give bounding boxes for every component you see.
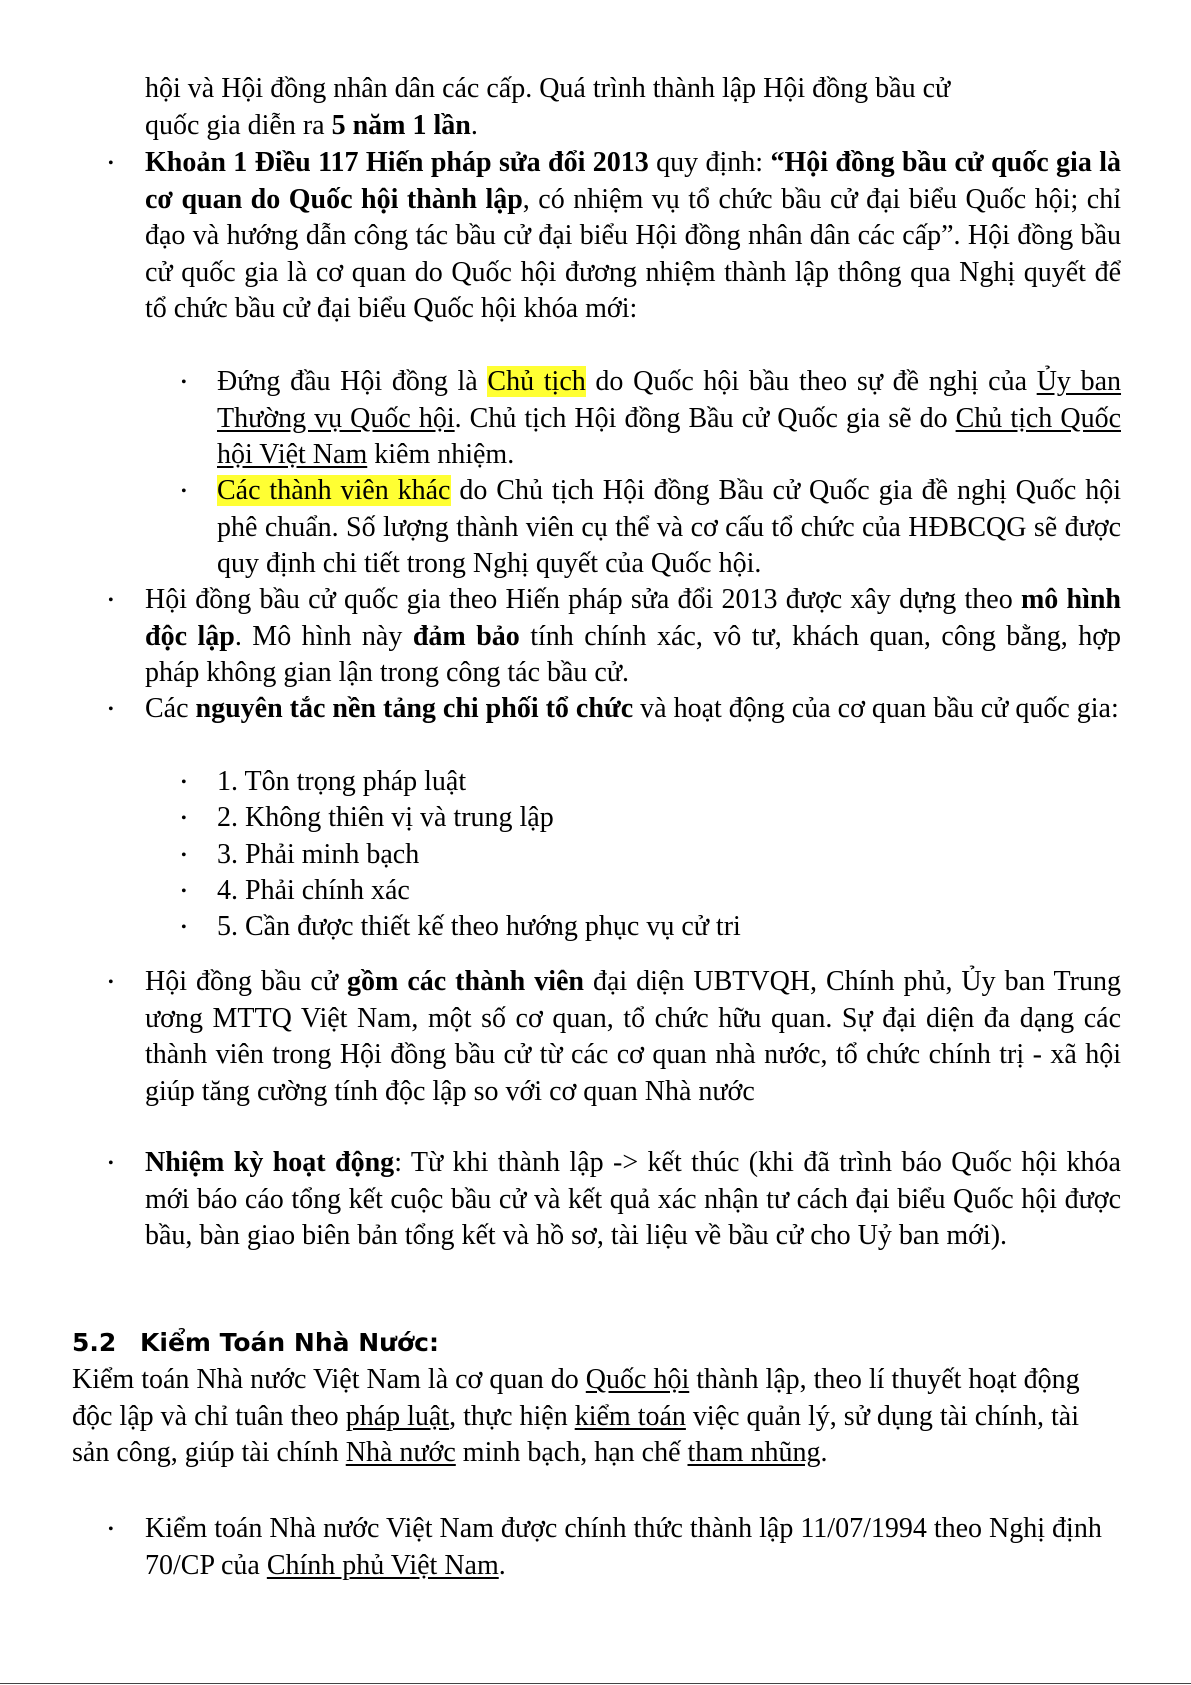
sub-bullet-marker: •: [181, 774, 187, 791]
link-state[interactable]: Nhà nước: [345, 1437, 456, 1468]
principle-item: 2. Không thiên vị và trung lập: [217, 802, 554, 833]
link-national-assembly-chairman[interactable]: Chủ tịch Quốc hội Việt Nam: [217, 402, 1121, 470]
sub-bullet-marker: •: [181, 483, 187, 500]
principle-item: 1. Tôn trọng pháp luật: [217, 766, 467, 797]
sub-bullet-marker: •: [181, 919, 187, 936]
highlight-chairman: Chủ tịch: [487, 366, 586, 397]
bullet-item-principles: Các nguyên tắc nền tảng chi phối tổ chức và hoạt động của cơ quan bầu cử quốc gia:: [145, 693, 1119, 724]
section-title: Kiểm Toán Nhà Nước:: [140, 1328, 439, 1357]
link-government[interactable]: Chính phủ Việt Nam: [266, 1549, 499, 1581]
bullet-item-members: Hội đồng bầu cử gồm các thành viên đại diện UBTVQH, Chính phủ, Ủy ban Trung ương MTTQ Việt Nam, một số cơ quan, tổ chức hữu quan. Sự đại diện đa dạng các thành viên trong Hội đồng bầu cử từ các cơ quan nhà nước, tổ chức chính trị - xã hội giúp tăng cường tính độc lập so với cơ quan Nhà nước: [145, 966, 1122, 1107]
link-law[interactable]: pháp luật: [345, 1400, 450, 1432]
section-number: 5.2: [72, 1328, 117, 1357]
state-audit-paragraph: Kiểm toán Nhà nước Việt Nam là cơ quan do Quốc hội thành lập, theo lí thuyết hoạt động độc lập và chỉ tuân theo pháp luật, thực hiện kiểm toán việc quản lý, sử dụng tài chính, tài sản công, giúp tài chính Nhà nước minh bạch, hạn chế tham nhũng.: [72, 1364, 1080, 1468]
highlight-other-members: Các thành viên khác: [217, 475, 451, 506]
bullet-marker: •: [108, 701, 114, 718]
link-corruption[interactable]: tham nhũng: [687, 1437, 821, 1468]
principle-item: 4. Phải chính xác: [217, 875, 410, 906]
sub-bullet-marker: •: [181, 883, 187, 900]
bullet-item-independent-model: Hội đồng bầu cử quốc gia theo Hiến pháp sửa đổi 2013 được xây dựng theo mô hình độc lập. Mô hình này đảm bảo tính chính xác, vô tư, khách quan, công bằng, hợp pháp không gian lận trong công tác bầu cử.: [145, 584, 1122, 688]
bullet-marker: •: [108, 974, 114, 991]
link-national-assembly[interactable]: Quốc hội: [585, 1364, 690, 1395]
sub-bullet-marker: •: [181, 810, 187, 827]
section-heading: [72, 1326, 439, 1360]
link-standing-committee[interactable]: Ủy ban Thường vụ Quốc hội: [217, 366, 1122, 434]
bullet-marker: •: [108, 592, 114, 609]
sub-bullet-other-members: Các thành viên khác do Chủ tịch Hội đồng Bầu cử Quốc gia đề nghị Quốc hội phê chuẩn. Số lượng thành viên cụ thể và cơ cấu tổ chức của HĐBCQG sẽ được quy định chi tiết trong Nghị quyết của Quốc hội.: [217, 475, 1122, 579]
principle-item: 3. Phải minh bạch: [217, 839, 420, 870]
bullet-marker: •: [108, 155, 114, 172]
bullet-item-audit-founding: Kiểm toán Nhà nước Việt Nam được chính thức thành lập 11/07/1994 theo Nghị định 70/CP của Chính phủ Việt Nam.: [145, 1513, 1102, 1581]
continuation-paragraph: hội và Hội đồng nhân dân các cấp. Quá trình thành lập Hội đồng bầu cử quốc gia diễn ra 5 năm 1 lần.: [145, 73, 951, 141]
sub-bullet-marker: •: [181, 847, 187, 864]
sub-bullet-marker: •: [181, 374, 187, 391]
bullet-marker: •: [108, 1155, 114, 1172]
bullet-item-term: Nhiệm kỳ hoạt động: Từ khi thành lập -> kết thúc (khi đã trình báo Quốc hội khóa mới báo cáo tổng kết cuộc bầu cử và kết quả xác nhận tư cách đại biểu Quốc hội được bầu, bàn giao biên bản tổng kết và hồ sơ, tài liệu về bầu cử cho Uỷ ban mới).: [145, 1147, 1121, 1251]
link-audit[interactable]: kiểm toán: [574, 1400, 686, 1432]
bullet-item-article-117: Khoản 1 Điều 117 Hiến pháp sửa đổi 2013 quy định: “Hội đồng bầu cử quốc gia là cơ quan do Quốc hội thành lập, có nhiệm vụ tổ chức bầu cử đại biểu Quốc hội; chỉ đạo và hướng dẫn công tác bầu cử đại biểu Hội đồng nhân dân các cấp”. Hội đồng bầu cử quốc gia là cơ quan do Quốc hội đương nhiệm thành lập thông qua Nghị quyết để tổ chức bầu cử đại biểu Quốc hội khóa mới:: [145, 147, 1121, 324]
page-bottom-rule: [0, 1683, 1191, 1684]
sub-bullet-chairman: Đứng đầu Hội đồng là Chủ tịch do Quốc hội bầu theo sự đề nghị của Ủy ban Thường vụ Quốc hội. Chủ tịch Hội đồng Bầu cử Quốc gia sẽ do Chủ tịch Quốc hội Việt Nam kiêm nhiệm.: [217, 366, 1122, 470]
bullet-marker: •: [108, 1521, 114, 1538]
principle-item: 5. Cần được thiết kế theo hướng phục vụ cử tri: [217, 911, 741, 942]
